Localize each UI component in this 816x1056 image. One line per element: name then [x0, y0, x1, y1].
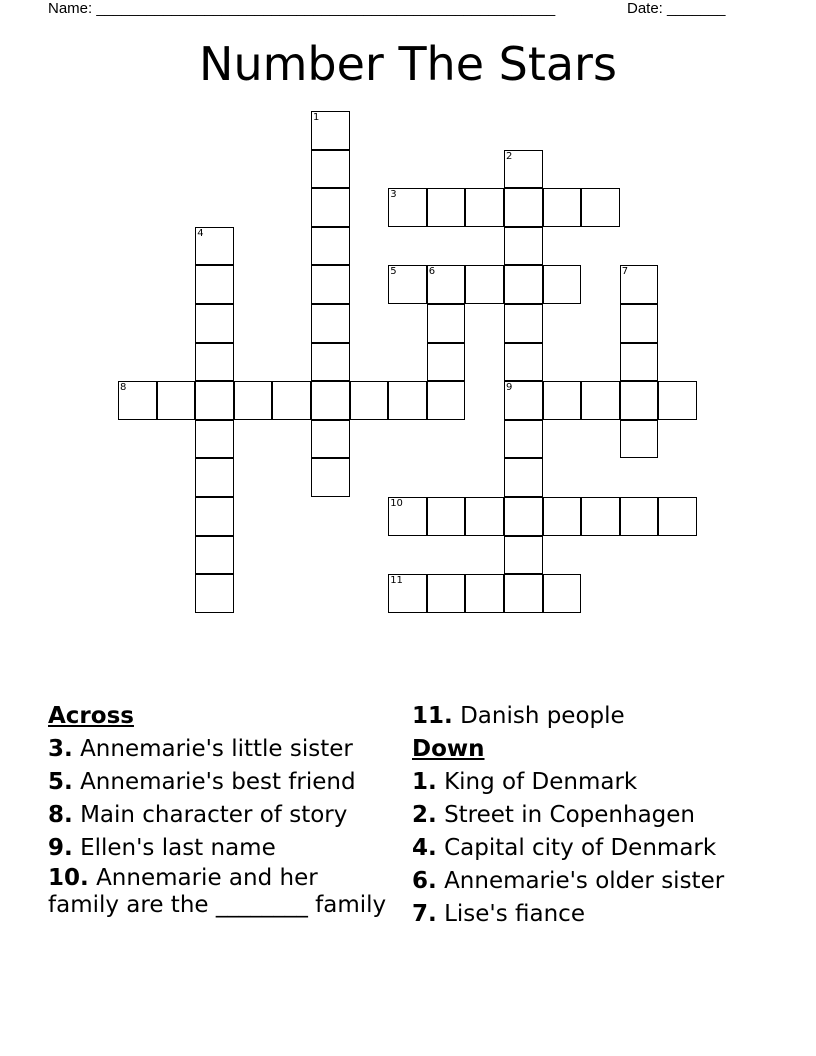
- grid-cell[interactable]: [272, 381, 311, 420]
- down-heading: Down: [412, 736, 485, 762]
- clue-down-6: 6. Annemarie's older sister: [412, 868, 725, 894]
- grid-cell[interactable]: [427, 574, 466, 613]
- grid-cell[interactable]: [388, 497, 427, 536]
- grid-cell[interactable]: [195, 574, 234, 613]
- clue-down-1: 1. King of Denmark: [412, 769, 638, 795]
- grid-cell[interactable]: [427, 381, 466, 420]
- grid-cell[interactable]: [543, 497, 582, 536]
- grid-cell[interactable]: [388, 265, 427, 304]
- clue-number: 4: [197, 227, 204, 239]
- grid-cell[interactable]: [195, 265, 234, 304]
- grid-cell[interactable]: [388, 188, 427, 227]
- grid-cell[interactable]: [543, 381, 582, 420]
- grid-cell[interactable]: [581, 381, 620, 420]
- grid-cell[interactable]: [311, 458, 350, 497]
- grid-cell[interactable]: [311, 304, 350, 343]
- date-field[interactable]: Date: _______: [627, 0, 726, 17]
- grid-cell[interactable]: [465, 497, 504, 536]
- page-title: Number The Stars: [199, 37, 617, 91]
- grid-cell[interactable]: [504, 188, 543, 227]
- grid-cell[interactable]: [620, 343, 659, 382]
- grid-cell[interactable]: [427, 188, 466, 227]
- clue-number: 10: [390, 498, 403, 509]
- grid-cell[interactable]: [504, 227, 543, 266]
- grid-cell[interactable]: [581, 497, 620, 536]
- grid-cell[interactable]: [195, 381, 234, 420]
- clue-down-7: 7. Lise's fiance: [412, 901, 585, 927]
- clue-across-10: 10. Annemarie and her family are the ________ family: [48, 865, 387, 918]
- grid-cell[interactable]: [311, 265, 350, 304]
- grid-cell[interactable]: [311, 150, 350, 189]
- clues-right-column: [412, 700, 772, 931]
- grid-cell[interactable]: [620, 304, 659, 343]
- clue-across-5: 5. Annemarie's best friend: [48, 769, 356, 795]
- grid-cell[interactable]: [311, 343, 350, 382]
- grid-cell[interactable]: [195, 536, 234, 575]
- grid-cell[interactable]: [504, 420, 543, 459]
- grid-cell[interactable]: [504, 574, 543, 613]
- clue-across-9: 9. Ellen's last name: [48, 835, 276, 861]
- grid-cell[interactable]: [658, 381, 697, 420]
- grid-cell[interactable]: [388, 574, 427, 613]
- grid-cell[interactable]: [350, 381, 389, 420]
- grid-cell[interactable]: [234, 381, 273, 420]
- grid-cell[interactable]: [581, 188, 620, 227]
- clue-down-4: 4. Capital city of Denmark: [412, 835, 717, 861]
- clue-across-11: 11. Danish people: [412, 703, 625, 729]
- clue-number: 5: [390, 266, 397, 278]
- grid-cell[interactable]: [311, 227, 350, 266]
- grid-cell[interactable]: [311, 381, 350, 420]
- grid-cell[interactable]: [543, 574, 582, 613]
- clue-across-8: 8. Main character of story: [48, 802, 348, 828]
- clue-number: 6: [428, 266, 436, 278]
- grid-cell[interactable]: [658, 497, 697, 536]
- grid-cell[interactable]: [504, 343, 543, 382]
- clue-number: 9: [506, 382, 513, 394]
- clue-number: 3: [390, 189, 397, 201]
- grid-cell[interactable]: [543, 188, 582, 227]
- clue-number: 11: [390, 575, 403, 587]
- grid-cell[interactable]: [195, 304, 234, 343]
- grid-cell[interactable]: [543, 265, 582, 304]
- grid-cell[interactable]: [620, 381, 659, 420]
- grid-cell[interactable]: [311, 188, 350, 227]
- grid-cell[interactable]: [157, 381, 196, 420]
- clue-number: 8: [120, 382, 127, 394]
- grid-cell[interactable]: [465, 265, 504, 304]
- grid-cell[interactable]: [195, 343, 234, 382]
- grid-cell[interactable]: [311, 420, 350, 459]
- grid-cell[interactable]: [465, 574, 504, 613]
- grid-cell[interactable]: [620, 265, 659, 304]
- grid-cell[interactable]: [465, 188, 504, 227]
- grid-cell[interactable]: [195, 497, 234, 536]
- name-field[interactable]: Name: _______________________________________________________: [48, 0, 556, 17]
- clue-number: 7: [621, 266, 629, 278]
- grid-cell[interactable]: [311, 111, 350, 150]
- grid-cell[interactable]: [620, 420, 659, 459]
- grid-cell[interactable]: [195, 227, 234, 266]
- grid-cell[interactable]: [504, 381, 543, 420]
- grid-cell[interactable]: [504, 497, 543, 536]
- grid-cell[interactable]: [620, 497, 659, 536]
- grid-cell[interactable]: [504, 265, 543, 304]
- grid-cell[interactable]: [388, 381, 427, 420]
- grid-cell[interactable]: [504, 458, 543, 497]
- clues-left-column: [48, 700, 388, 925]
- grid-cell[interactable]: [427, 497, 466, 536]
- grid-cell[interactable]: [195, 420, 234, 459]
- grid-cell[interactable]: [195, 458, 234, 497]
- clue-down-2: 2. Street in Copenhagen: [412, 802, 695, 828]
- clue-across-3: 3. Annemarie's little sister: [48, 736, 353, 762]
- grid-cell[interactable]: [504, 304, 543, 343]
- grid-cell[interactable]: [427, 265, 466, 304]
- grid-cell[interactable]: [427, 304, 466, 343]
- grid-cell[interactable]: [504, 536, 543, 575]
- clue-number: 1: [313, 112, 320, 123]
- grid-cell[interactable]: [504, 150, 543, 189]
- grid-cell[interactable]: [118, 381, 157, 420]
- grid-cell[interactable]: [427, 343, 466, 382]
- across-heading: Across: [48, 703, 134, 729]
- clue-number: 2: [506, 150, 513, 162]
